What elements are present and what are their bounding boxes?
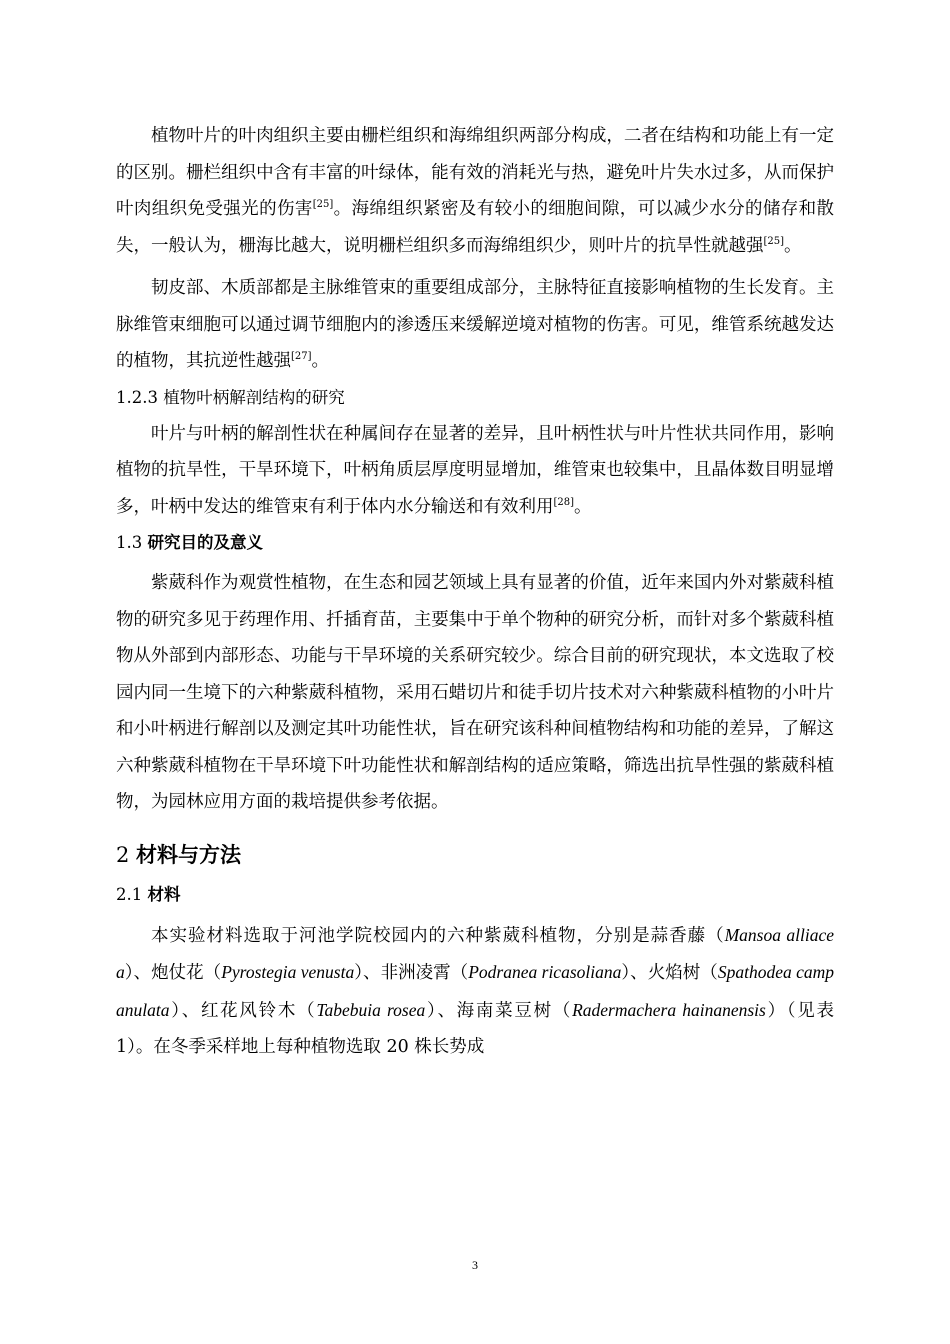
paragraph-petiole: 叶片与叶柄的解剖性状在种属间存在显著的差异，且叶柄性状与叶片性状共同作用，影响植物的抗旱性，干旱环境下，叶柄角质层厚度明显增加，维管束也较集中，且晶体数目明显增多，叶柄中发达的维管束有利于体内水分输送和有效利用[28]。: [116, 423, 834, 517]
species-name: Mansoa alliacea: [116, 924, 834, 982]
page-content: [116, 118, 834, 1066]
section-heading-1-2-3: 1.2.3 植物叶柄解剖结构的研究: [116, 387, 345, 407]
citation-28: [28]: [553, 496, 575, 508]
species-name: Spathodea campanulata: [116, 962, 835, 1020]
paragraph-leaf-mesophyll: 植物叶片的叶肉组织主要由栅栏组织和海绵组织两部分构成，二者在结构和功能上有一定的区别。栅栏组织中含有丰富的叶绿体，能有效的消耗光与热，避免叶片失水过多，从而保护叶肉组织免受强光的伤害[25]。海绵组织紧密及有较小的细胞间隙，可以减少水分的储存和散失，一般认为，栅海比越大，说明栅栏组织多而海绵组织少，则叶片的抗旱性就越强[25]。: [116, 126, 835, 256]
species-name: Podranea ricasoliana: [468, 962, 622, 982]
citation-27: [27]: [291, 351, 312, 363]
species-name: Radermachera hainanensis: [572, 999, 766, 1020]
paragraph-materials: 本实验材料选取于河池学院校园内的六种紫葳科植物，分别是蒜香藤（Mansoa alliacea）、炮仗花（Pyrostegia venusta）、非洲凌霄（Podranea ricasoliana）、火焰树（Spathodea campanulata）、红花风铃木（Tabebuia rosea）、海南菜豆树（Radermachera hainanensis）（见表 1）。在冬季采样地上每种植物选取 20 株长势成: [116, 924, 835, 1057]
species-name: Tabebuia rosea: [316, 999, 426, 1020]
paragraph-vascular-bundle: 韧皮部、木质部都是主脉维管束的重要组成部分，主脉特征直接影响植物的生长发育。主脉维管束细胞可以通过调节细胞内的渗透压来缓解逆境对植物的伤害。可见，维管系统越发达的植物，其抗逆性越强[27]。: [116, 278, 834, 371]
citation-25: [25]: [312, 199, 334, 211]
species-name: Pyrostegia venusta: [221, 962, 355, 982]
section-heading-2-1: 2.1 材料: [116, 884, 181, 904]
section-heading-1-3: 1.3 研究目的及意义: [116, 533, 263, 552]
section-heading-2: 2 材料与方法: [116, 841, 242, 867]
citation-25b: [25]: [763, 235, 785, 247]
page-number: 3: [472, 1258, 478, 1272]
paragraph-research-purpose: 紫葳科作为观赏性植物，在生态和园艺领域上具有显著的价值，近年来国内外对紫葳科植物的研究多见于药理作用、扦插育苗，主要集中于单个物种的研究分析，而针对多个紫葳科植物从外部到内部形态、功能与干旱环境的关系研究较少。综合目前的研究现状，本文选取了校园内同一生境下的六种紫葳科植物，采用石蜡切片和徒手切片技术对六种紫葳科植物的小叶片和小叶柄进行解剖以及测定其叶功能性状，旨在研究该科种间植物结构和功能的差异，了解这六种紫葳科植物在干旱环境下叶功能性状和解剖结构的适应策略，筛选出抗旱性强的紫葳科植物，为园林应用方面的栽培提供参考依据。: [116, 573, 834, 812]
